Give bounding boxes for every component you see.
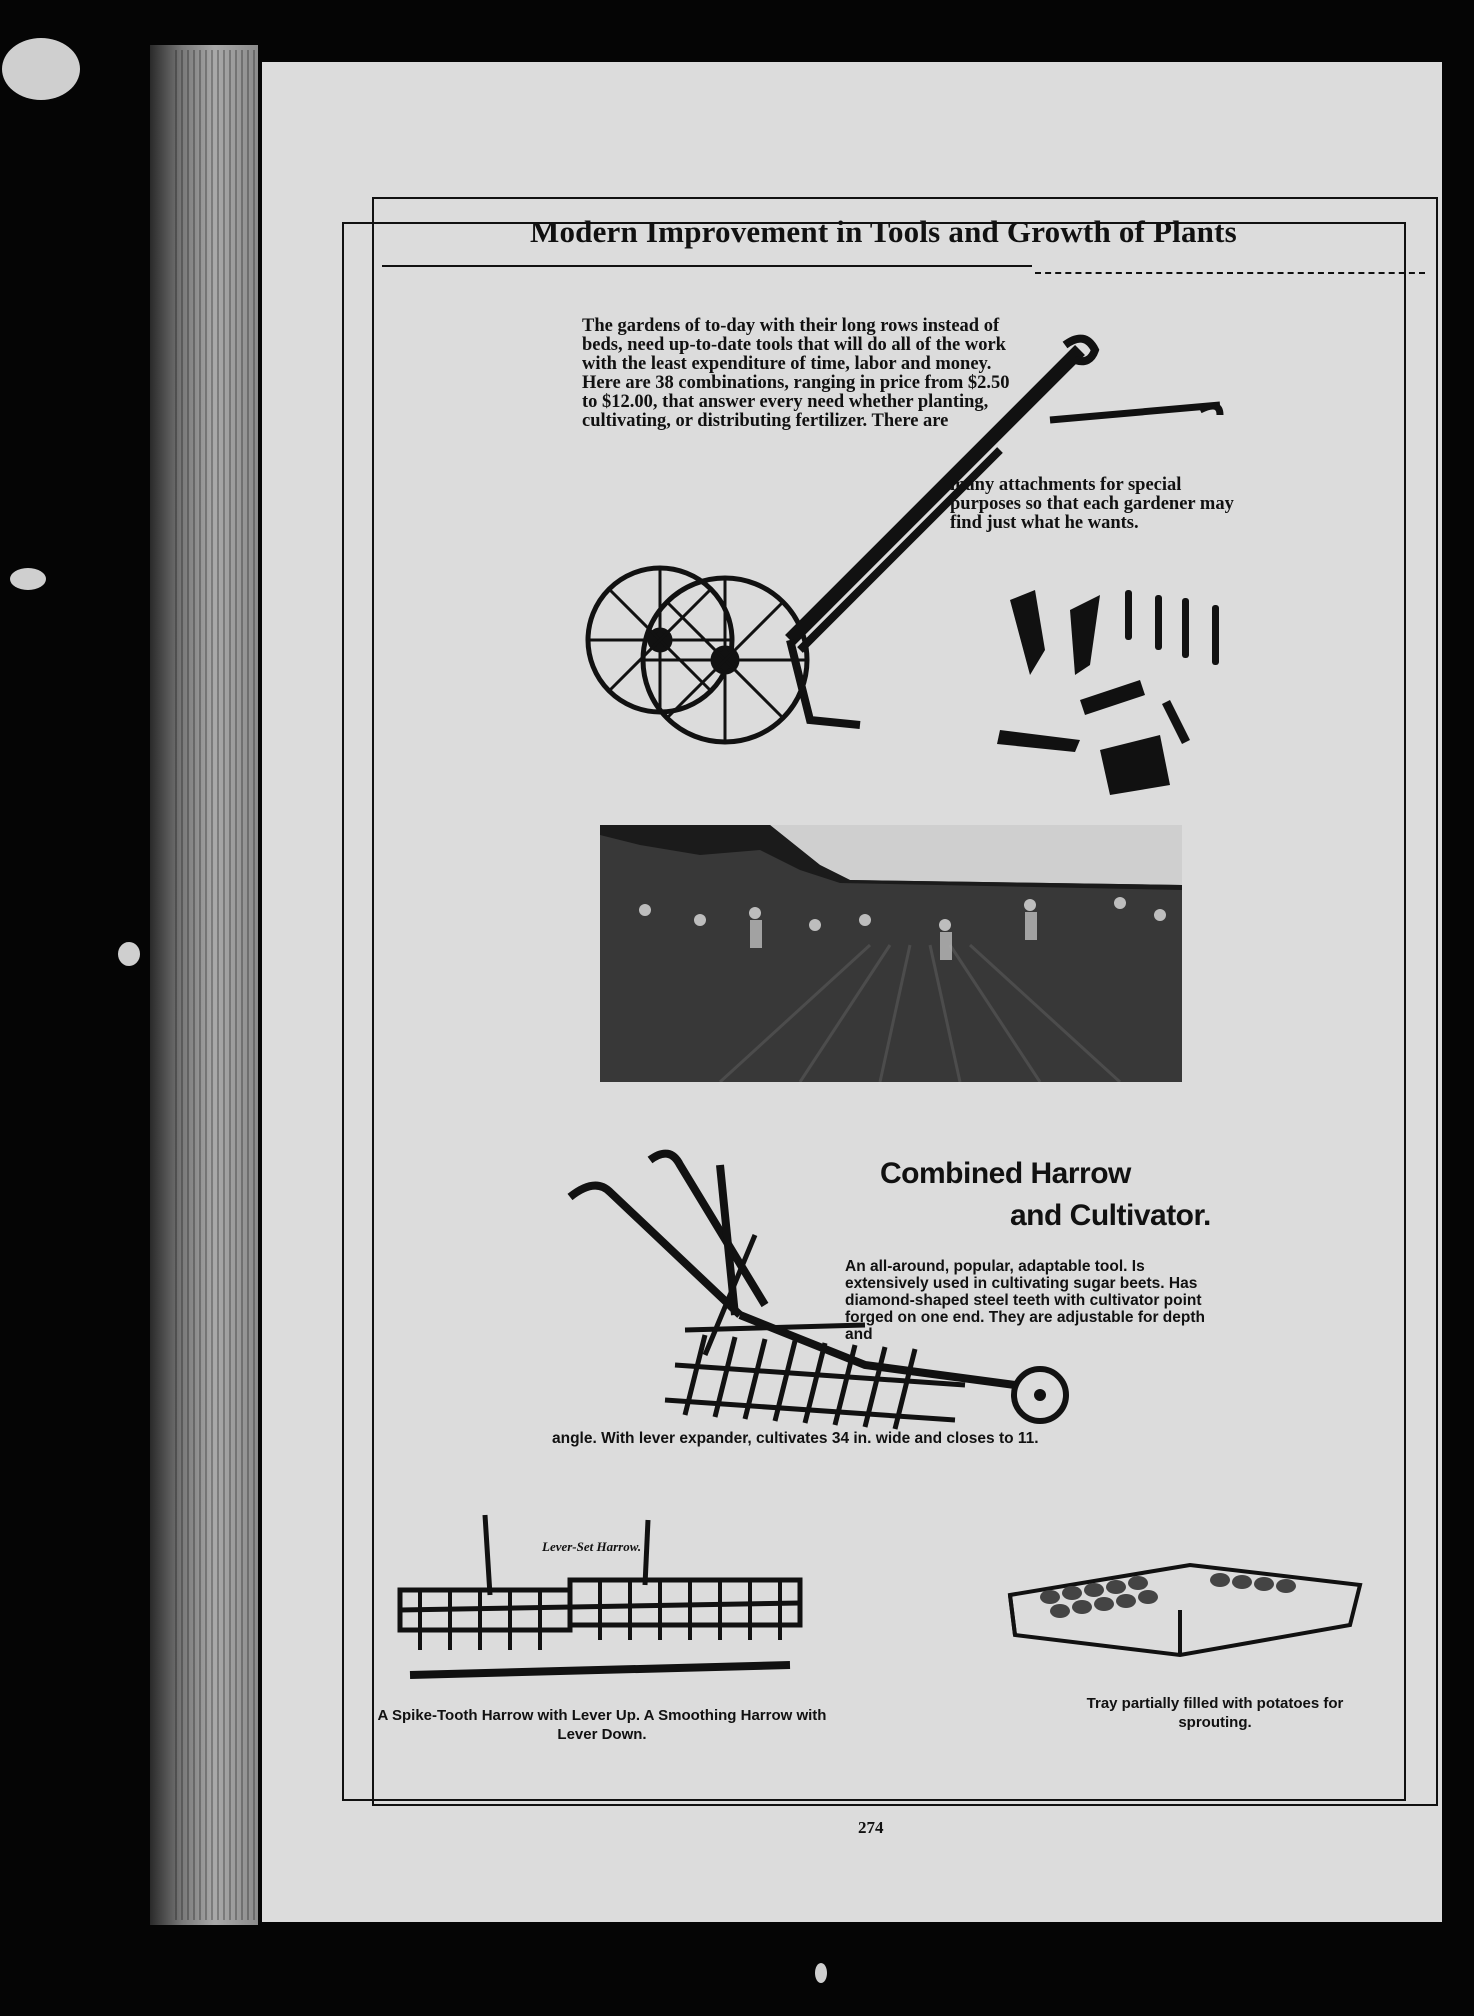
lever-set-label: Lever-Set Harrow. — [542, 1539, 642, 1554]
harrow-heading-line2: and Cultivator. — [1010, 1199, 1211, 1232]
page-number: 274 — [858, 1818, 884, 1837]
scan-speck — [815, 1963, 827, 1983]
potato-tray-illustration — [990, 1535, 1370, 1665]
harrow-description: An all-around, popular, adaptable tool. Is extensively used in cultivating sugar beets. Has diamond-shaped steel teeth with cultivator point forged on one end. They are adjustable for depth and — [845, 1258, 1205, 1343]
scan-speck — [118, 942, 140, 966]
title-rule — [382, 265, 1032, 267]
page-title: Modern Improvement in Tools and Growth of Plants — [530, 214, 1237, 249]
field-workers-photograph — [600, 825, 1182, 1082]
harrow-heading-line1: Combined Harrow — [880, 1157, 1131, 1190]
scan-speck — [2, 38, 80, 100]
wheel-hoe-illustration — [560, 350, 1260, 780]
title-rule-dashed — [1035, 272, 1425, 274]
caption-potato-tray: Tray partially filled with potatoes for sprouting. — [1086, 1695, 1344, 1731]
scan-speck — [10, 568, 46, 590]
page-edges — [175, 50, 255, 1920]
caption-harrow: A Spike-Tooth Harrow with Lever Up. A Smoothing Harrow with Lever Down. — [377, 1707, 827, 1743]
intro-paragraph: The gardens of to-day with their long rows instead of beds, need up-to-date tools that will do all of the work with the least expenditure of time, labor and money. Here are 38 combinations, ranging in price from $2.50 to $12.00, that answer every need whether planting, cultivating, or distributing fertilizer. There are — [582, 316, 1010, 431]
intro-paragraph-continued: many attachments for special purposes so that each gardener may find just what he wants. — [950, 475, 1234, 533]
spike-tooth-harrow-illustration — [390, 1515, 810, 1695]
harrow-description-continued: angle. With lever expander, cultivates 34 in. wide and closes to 11. — [552, 1430, 1039, 1447]
